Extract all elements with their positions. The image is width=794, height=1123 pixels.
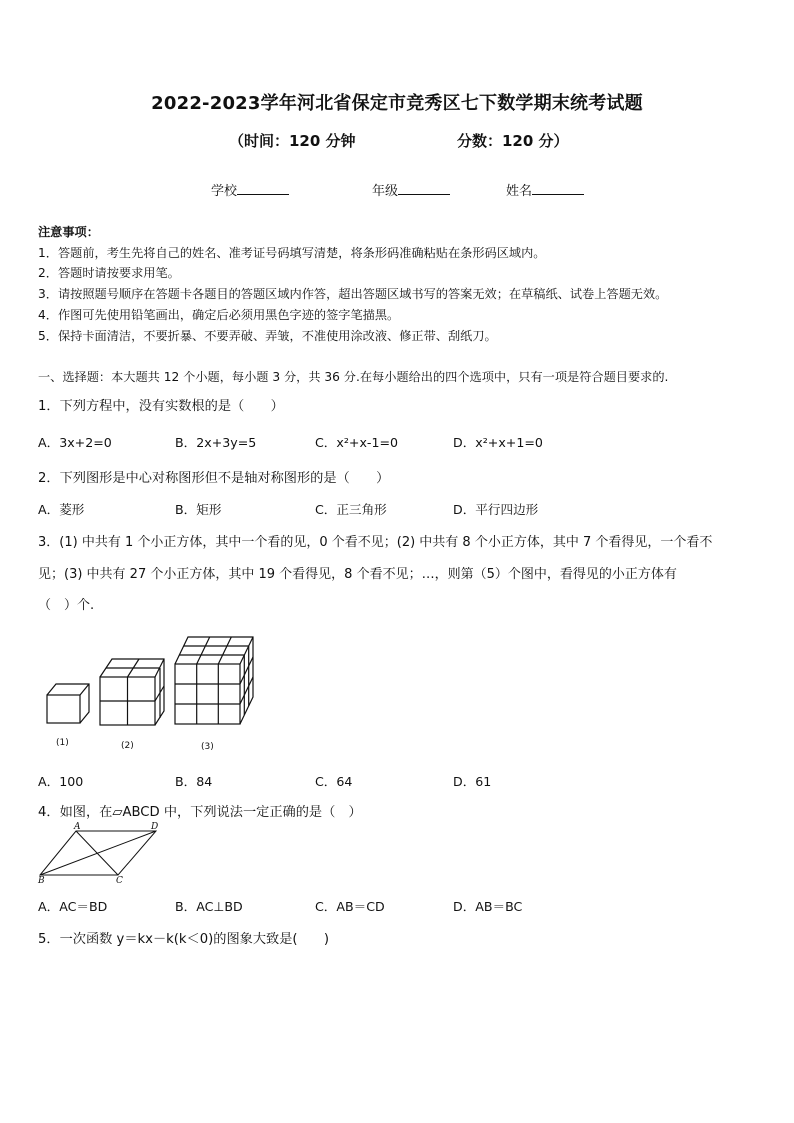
q1-option-d[interactable]: D．x²+x+1=0 bbox=[453, 435, 543, 450]
grade-field[interactable]: 年级 bbox=[372, 180, 450, 199]
q3-option-b[interactable]: B．84 bbox=[175, 774, 213, 789]
vertex-label-c: C bbox=[116, 876, 123, 886]
q4-option-d[interactable]: D．AB＝BC bbox=[453, 899, 523, 914]
q2-option-a[interactable]: A．菱形 bbox=[38, 502, 85, 517]
school-field[interactable]: 学校 bbox=[211, 180, 289, 199]
cube-figure-2 bbox=[100, 659, 164, 725]
q2-option-d[interactable]: D．平行四边形 bbox=[453, 502, 539, 517]
q4-option-a[interactable]: A．AC＝BD bbox=[38, 899, 108, 914]
cube-figure-1 bbox=[47, 684, 89, 723]
notice-heading: 注意事项： bbox=[38, 225, 99, 239]
exam-score: 分数：120 分） bbox=[457, 132, 569, 150]
q4-option-c[interactable]: C．AB＝CD bbox=[315, 899, 385, 914]
q2-option-b[interactable]: B．矩形 bbox=[175, 502, 222, 517]
vertex-label-b: B bbox=[38, 876, 45, 886]
cube-figures bbox=[40, 632, 300, 752]
notice-item: 3．请按照题号顺序在答题卡各题目的答题区域内作答，超出答题区域书写的答案无效；在草稿纸、试卷上答题无效。 bbox=[38, 287, 668, 301]
vertex-label-a: A bbox=[74, 822, 81, 832]
q4-option-b[interactable]: B．AC⊥BD bbox=[175, 899, 243, 914]
question-2-stem: 2．下列图形是中心对称图形但不是轴对称图形的是（ ） bbox=[38, 471, 390, 486]
notice-item: 5．保持卡面清洁，不要折暴、不要弄破、弄皱，不准使用涂改液、修正带、刮纸刀。 bbox=[38, 329, 497, 343]
q1-option-a[interactable]: A．3x+2=0 bbox=[38, 435, 112, 450]
q2-option-c[interactable]: C．正三角形 bbox=[315, 502, 387, 517]
exam-time: （时间：120 分钟 bbox=[229, 132, 356, 150]
figure-label-3: (3) bbox=[201, 742, 214, 752]
question-1-stem: 1．下列方程中，没有实数根的是（ ） bbox=[38, 399, 284, 414]
question-3-stem-line3: （ ）个. bbox=[38, 598, 95, 613]
question-3-stem-line2: 见；(3) 中共有 27 个小正方体，其中 19 个看得见，8 个看不见；…，则第（5）个图中，看得见的小正方体有 bbox=[38, 567, 677, 582]
notice-item: 1．答题前，考生先将自己的姓名、准考证号码填写清楚，将条形码准确粘贴在条形码区域内。 bbox=[38, 246, 546, 260]
q3-option-c[interactable]: C．64 bbox=[315, 774, 353, 789]
page-title: 2022-2023学年河北省保定市竞秀区七下数学期末统考试题 bbox=[151, 93, 643, 114]
q1-option-c[interactable]: C．x²+x-1=0 bbox=[315, 435, 399, 450]
question-5-stem: 5．一次函数 y＝kx－k(k＜0)的图象大致是( ) bbox=[38, 932, 330, 947]
section-heading: 一、选择题：本大题共 12 个小题，每小题 3 分，共 36 分.在每小题给出的四个选项中，只有一项是符合题目要求的. bbox=[38, 370, 669, 384]
vertex-label-d: D bbox=[151, 822, 159, 832]
name-field[interactable]: 姓名 bbox=[506, 180, 584, 199]
cube-figure-3 bbox=[175, 637, 253, 724]
notice-item: 2．答题时请按要求用笔。 bbox=[38, 266, 180, 280]
parallelogram-figure bbox=[38, 824, 168, 884]
notice-item: 4．作图可先使用铅笔画出，确定后必须用黑色字迹的签字笔描黑。 bbox=[38, 308, 400, 322]
question-3-stem-line1: 3．(1) 中共有 1 个小正方体，其中一个看的见，0 个看不见；(2) 中共有 8 个小正方体，其中 7 个看得见，一个看不 bbox=[38, 535, 713, 550]
question-4-stem: 4．如图，在▱ABCD 中，下列说法一定正确的是（ ） bbox=[38, 805, 362, 820]
q3-option-a[interactable]: A．100 bbox=[38, 774, 84, 789]
q1-option-b[interactable]: B．2x+3y=5 bbox=[175, 435, 257, 450]
figure-label-2: (2) bbox=[121, 741, 134, 751]
figure-label-1: (1) bbox=[56, 738, 69, 748]
q3-option-d[interactable]: D．61 bbox=[453, 774, 492, 789]
